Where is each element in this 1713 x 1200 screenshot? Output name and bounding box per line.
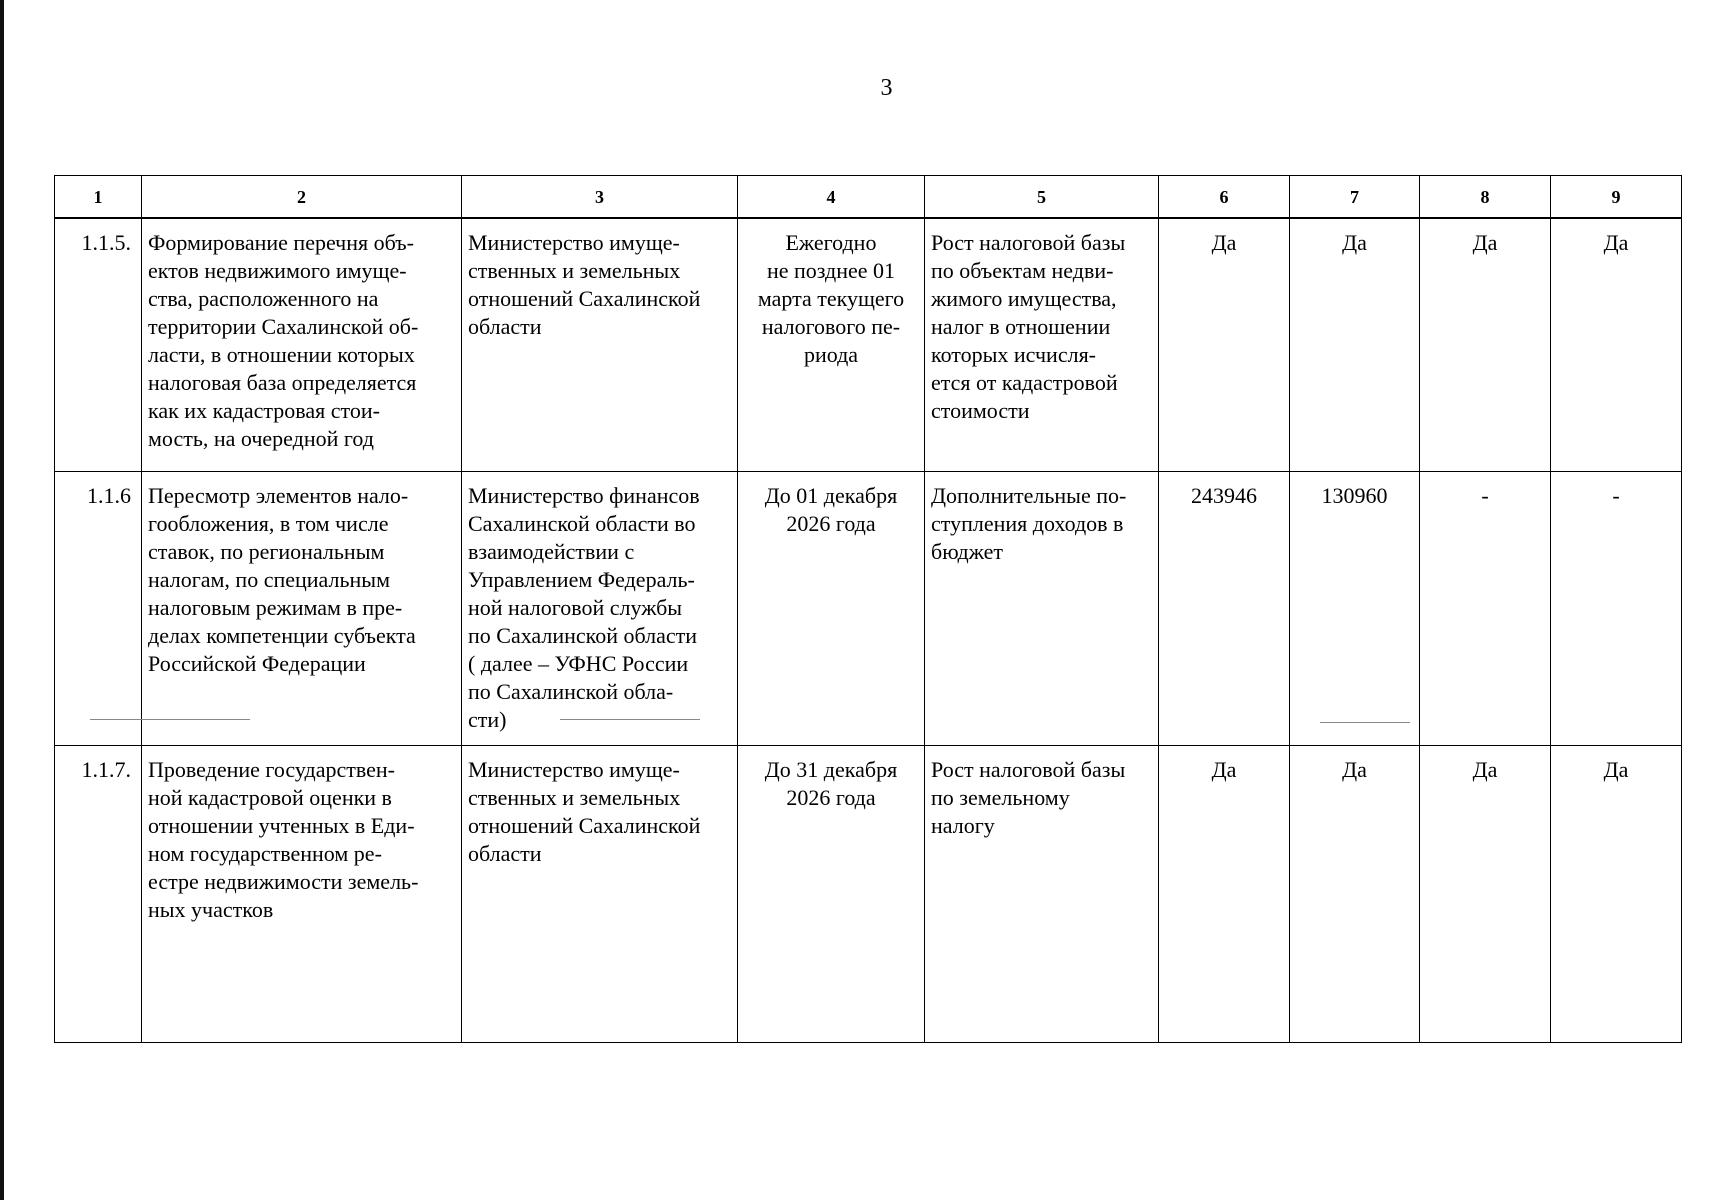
deadline-line: не позднее 01 [766, 258, 896, 283]
result-line: налог в отношении [931, 314, 1111, 339]
header-cell-1: 1 [55, 176, 142, 219]
scan-edge [0, 0, 4, 1200]
measure-cell [142, 218, 462, 472]
executor-line: ной налоговой службы [468, 595, 683, 620]
measure-cell [142, 746, 462, 1043]
executor-line: области [468, 314, 542, 339]
table-header [55, 176, 1682, 219]
result-line: Дополнительные по- [931, 483, 1127, 508]
scan-speck [1320, 722, 1410, 723]
executor-cell [462, 218, 738, 472]
executor-cell [462, 472, 738, 746]
executor-line: Управлением Федераль- [468, 567, 695, 592]
deadline-cell [738, 746, 925, 1043]
executor-line: ственных и земельных [468, 258, 681, 283]
measure-line: естре недвижимости земель- [148, 869, 419, 894]
value-cell-9: Да [1551, 218, 1682, 472]
measure-line: ства, расположенного на [148, 286, 379, 311]
value-cell-6: Да [1159, 746, 1290, 1043]
deadline-line: марта текущего [757, 286, 905, 311]
measure-line: ставок, по региональным [148, 539, 385, 564]
executor-line: Министерство финансов [468, 483, 700, 508]
measure-line: ласти, в отношении которых [148, 342, 415, 367]
result-line: по объектам недви- [931, 258, 1114, 283]
value-cell-7: Да [1290, 746, 1420, 1043]
result-cell [925, 218, 1159, 472]
deadline-line: налогового пе- [761, 314, 901, 339]
table-row [55, 472, 1682, 746]
measure-line: ных участков [148, 897, 274, 922]
measure-line: ной кадастровой оценки в [148, 785, 392, 810]
measure-line: Формирование перечня объ- [148, 230, 414, 255]
measure-line: налоговым режимам в пре- [148, 595, 403, 620]
result-line: которых исчисля- [931, 342, 1097, 367]
measure-line: ном государственном ре- [148, 841, 382, 866]
deadline-line: Ежегодно [785, 230, 877, 255]
result-cell [925, 472, 1159, 746]
scan-speck [90, 719, 250, 720]
value-cell-6: 243946 [1159, 472, 1290, 746]
measure-cell [142, 472, 462, 746]
executor-line: области [468, 841, 542, 866]
header-cell-3: 3 [462, 176, 738, 219]
deadline-line: 2026 года [786, 511, 876, 536]
value-cell-9: Да [1551, 746, 1682, 1043]
row-number: 1.1.6 [55, 472, 142, 746]
value-cell-9: - [1551, 472, 1682, 746]
result-cell [925, 746, 1159, 1043]
executor-line: отношений Сахалинской [468, 813, 701, 838]
result-line: ется от кадастровой [931, 370, 1118, 395]
measure-line: мость, на очередной год [148, 426, 374, 451]
deadline-line: До 01 декабря [764, 483, 898, 508]
deadline-cell [738, 472, 925, 746]
header-cell-9: 9 [1551, 176, 1682, 219]
measure-line: налоговая база определяется [148, 370, 417, 395]
executor-line: ( далее – УФНС России [468, 651, 689, 676]
executor-line: по Сахалинской области [468, 623, 698, 648]
result-line: по земельному [931, 785, 1070, 810]
executor-line: сти) [468, 707, 507, 732]
measures-table [54, 175, 1682, 1043]
executor-line: взаимодействии с [468, 539, 635, 564]
value-cell-8: - [1420, 472, 1551, 746]
measure-line: делах компетенции субъекта [148, 623, 416, 648]
measure-line: ектов недвижимого имуще- [148, 258, 407, 283]
executor-line: по Сахалинской обла- [468, 679, 674, 704]
deadline-line: риода [803, 342, 859, 367]
measure-line: как их кадастровая стои- [148, 398, 380, 423]
header-cell-6: 6 [1159, 176, 1290, 219]
measure-line: территории Сахалинской об- [148, 314, 419, 339]
table-body [55, 218, 1682, 1043]
value-cell-7: Да [1290, 218, 1420, 472]
deadline-line: До 31 декабря [764, 757, 898, 782]
executor-line: ственных и земельных [468, 785, 681, 810]
executor-line: Министерство имуще- [468, 230, 680, 255]
scan-speck [560, 719, 700, 720]
page-number: 3 [880, 75, 893, 101]
deadline-line: 2026 года [786, 785, 876, 810]
header-cell-7: 7 [1290, 176, 1420, 219]
value-cell-8: Да [1420, 746, 1551, 1043]
measure-line: налогам, по специальным [148, 567, 390, 592]
executor-line: Сахалинской области во [468, 511, 696, 536]
result-line: стоимости [931, 398, 1030, 423]
executor-line: Министерство имуще- [468, 757, 680, 782]
deadline-cell [738, 218, 925, 472]
result-line: бюджет [931, 539, 1003, 564]
measure-line: отношении учтенных в Еди- [148, 813, 415, 838]
header-cell-2: 2 [142, 176, 462, 219]
executor-line: отношений Сахалинской [468, 286, 701, 311]
table-row [55, 746, 1682, 1043]
result-line: Рост налоговой базы [931, 757, 1126, 782]
header-cell-8: 8 [1420, 176, 1551, 219]
measure-line: Российской Федерации [148, 651, 366, 676]
result-line: ступления доходов в [931, 511, 1124, 536]
row-number: 1.1.5. [55, 218, 142, 472]
header-cell-5: 5 [925, 176, 1159, 219]
result-line: жимого имущества, [931, 286, 1117, 311]
header-cell-4: 4 [738, 176, 925, 219]
row-number: 1.1.7. [55, 746, 142, 1043]
value-cell-7: 130960 [1290, 472, 1420, 746]
measure-line: Проведение государствен- [148, 757, 395, 782]
executor-cell [462, 746, 738, 1043]
measure-line: гообложения, в том числе [148, 511, 389, 536]
table-row [55, 218, 1682, 472]
result-line: Рост налоговой базы [931, 230, 1126, 255]
value-cell-6: Да [1159, 218, 1290, 472]
value-cell-8: Да [1420, 218, 1551, 472]
result-line: налогу [931, 813, 995, 838]
measure-line: Пересмотр элементов нало- [148, 483, 409, 508]
header-row [55, 176, 1682, 219]
